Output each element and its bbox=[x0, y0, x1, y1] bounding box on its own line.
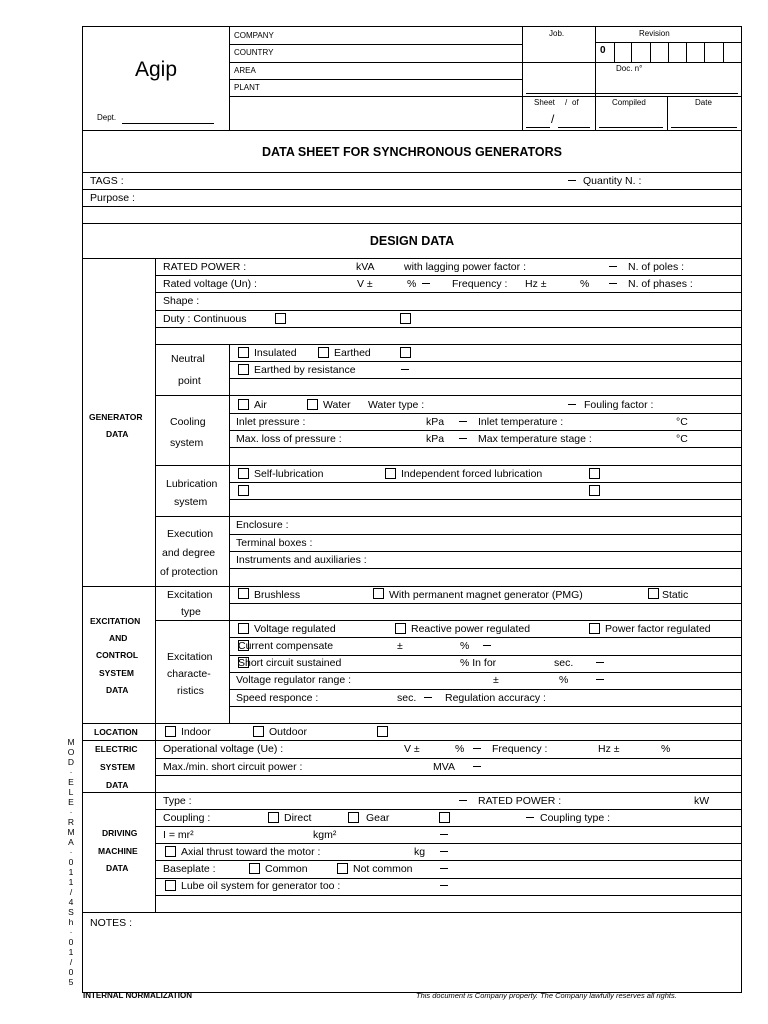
page-title: DATA SHEET FOR SYNCHRONOUS GENERATORS bbox=[261, 145, 563, 159]
generator-section-label-2: DATA bbox=[106, 429, 129, 439]
side-code-char: 1 bbox=[68, 867, 74, 877]
side-code-char: R bbox=[67, 817, 75, 827]
doc-number-label: Doc. n° bbox=[616, 64, 643, 73]
excitation-char-label: Excitation bbox=[167, 651, 213, 663]
frequency-pct: % bbox=[580, 278, 590, 290]
revision-value: 0 bbox=[600, 45, 606, 56]
inlet-pressure-label: Inlet pressure : bbox=[236, 416, 306, 428]
side-document-code bbox=[66, 737, 76, 987]
earthed-resistance-checkbox[interactable] bbox=[238, 364, 249, 375]
voltage-pct: % bbox=[407, 278, 417, 290]
side-code-char: · bbox=[69, 927, 73, 937]
vreg-pct: % bbox=[559, 674, 569, 686]
neutral-point-label-2: point bbox=[178, 375, 201, 387]
side-code-char: M bbox=[67, 827, 75, 837]
side-code-char: 0 bbox=[68, 857, 74, 867]
side-code-char: · bbox=[69, 807, 73, 817]
design-data-title: DESIGN DATA bbox=[369, 234, 455, 248]
tags-label: TAGS : bbox=[90, 175, 124, 187]
area-label: AREA bbox=[234, 66, 256, 75]
short-circuit-pct-in: % In for bbox=[460, 657, 497, 669]
axial-thrust-unit: kg bbox=[414, 846, 426, 858]
electric-frequency-tolerance: Hz ± bbox=[598, 743, 620, 755]
frequency-tolerance: Hz ± bbox=[525, 278, 547, 290]
static-label: Static bbox=[662, 589, 689, 601]
baseplate-label: Baseplate : bbox=[163, 863, 216, 875]
revision-label: Revision bbox=[639, 29, 670, 38]
baseplate-common-label: Common bbox=[265, 863, 308, 875]
voltage-tolerance: V ± bbox=[357, 278, 373, 290]
pmg-checkbox[interactable] bbox=[373, 588, 384, 599]
short-circuit-sec: sec. bbox=[554, 657, 574, 669]
side-code-char: S bbox=[68, 907, 74, 917]
lubrication-label-2: system bbox=[174, 496, 208, 508]
water-label: Water bbox=[323, 399, 351, 411]
baseplate-not-common-checkbox[interactable] bbox=[337, 863, 348, 874]
driving-section-label-3: DATA bbox=[106, 863, 129, 873]
cooling-system-label-2: system bbox=[170, 437, 204, 449]
brushless-checkbox[interactable] bbox=[238, 588, 249, 599]
footer-left-text: INTERNAL NORMALIZATION bbox=[83, 991, 193, 1000]
lube-oil-label: Lube oil system for generator too : bbox=[181, 880, 341, 892]
lagging-pf-label: with lagging power factor : bbox=[404, 261, 526, 273]
footer-right-text: This document is Company property. The Company lawfully reserves all rights. bbox=[416, 991, 677, 1000]
location-other-checkbox[interactable] bbox=[377, 726, 388, 737]
electric-frequency-pct: % bbox=[661, 743, 671, 755]
excitation-section-label: EXCITATION bbox=[90, 616, 141, 626]
direct-coupling-checkbox[interactable] bbox=[268, 812, 279, 823]
side-code-char: 5 bbox=[68, 977, 74, 987]
excitation-char-label-3: ristics bbox=[177, 685, 204, 697]
inlet-temperature-label: Inlet temperature : bbox=[478, 416, 564, 428]
lubrication-extra-checkbox-2[interactable] bbox=[589, 485, 600, 496]
gear-coupling-checkbox[interactable] bbox=[348, 812, 359, 823]
side-code-char: E bbox=[68, 797, 74, 807]
max-loss-unit: kPa bbox=[426, 433, 445, 445]
side-code-char: O bbox=[67, 747, 75, 757]
purpose-label: Purpose : bbox=[90, 192, 135, 204]
inlet-temperature-unit: °C bbox=[676, 416, 688, 428]
indoor-checkbox[interactable] bbox=[165, 726, 176, 737]
enclosure-label: Enclosure : bbox=[236, 519, 289, 531]
insulated-checkbox[interactable] bbox=[238, 347, 249, 358]
company-label: COMPANY bbox=[234, 31, 274, 40]
self-lubrication-checkbox[interactable] bbox=[238, 468, 249, 479]
driving-kw-unit: kW bbox=[694, 795, 710, 807]
inlet-pressure-unit: kPa bbox=[426, 416, 445, 428]
air-label: Air bbox=[254, 399, 267, 411]
earthed-resistance-label: Earthed by resistance bbox=[254, 364, 356, 376]
notes-label: NOTES : bbox=[90, 917, 133, 929]
driving-section-label-2: MACHINE bbox=[98, 846, 138, 856]
excitation-type-label: Excitation bbox=[167, 589, 213, 601]
water-type-label: Water type : bbox=[368, 399, 425, 411]
baseplate-common-checkbox[interactable] bbox=[249, 863, 260, 874]
generator-section-label: GENERATOR bbox=[89, 412, 143, 422]
quantity-label: Quantity N. : bbox=[583, 175, 642, 187]
excitation-char-label-2: characte- bbox=[167, 668, 211, 680]
side-code-char: L bbox=[68, 787, 74, 797]
sc-power-unit: MVA bbox=[433, 761, 455, 773]
reactive-regulated-label: Reactive power regulated bbox=[411, 623, 531, 635]
date-label: Date bbox=[695, 98, 712, 107]
side-code-char: 0 bbox=[68, 937, 74, 947]
outdoor-checkbox[interactable] bbox=[253, 726, 264, 737]
execution-label-2: and degree bbox=[162, 547, 216, 559]
instruments-label: Instruments and auxiliaries : bbox=[236, 554, 367, 566]
op-voltage-pct: % bbox=[455, 743, 465, 755]
electric-section-label-2: SYSTEM bbox=[100, 762, 135, 772]
dept-label: Dept. bbox=[97, 113, 117, 122]
excitation-section-label-2: AND bbox=[109, 633, 128, 643]
current-tolerance: ± bbox=[397, 640, 403, 652]
side-code-char: · bbox=[69, 767, 73, 777]
driving-section-label: DRIVING bbox=[102, 828, 138, 838]
plant-label: PLANT bbox=[234, 83, 260, 92]
forced-lubrication-label: Independent forced lubrication bbox=[401, 468, 543, 480]
cooling-system-label: Cooling bbox=[170, 416, 206, 428]
job-label: Job. bbox=[549, 29, 565, 38]
side-code-char: 0 bbox=[68, 967, 74, 977]
fouling-factor-label: Fouling factor : bbox=[584, 399, 654, 411]
driving-rated-power-label: RATED POWER : bbox=[478, 795, 562, 807]
earthed-checkbox[interactable] bbox=[318, 347, 329, 358]
pf-regulated-label: Power factor regulated bbox=[605, 623, 711, 635]
side-code-char: 1 bbox=[68, 877, 74, 887]
max-temp-unit: °C bbox=[676, 433, 688, 445]
rated-power-label: RATED POWER : bbox=[163, 261, 247, 273]
phases-label: N. of phases : bbox=[628, 278, 693, 290]
lubrication-label: Lubrication bbox=[166, 478, 218, 490]
brushless-label: Brushless bbox=[254, 589, 301, 601]
location-section-label: LOCATION bbox=[94, 727, 138, 737]
electric-section-label-3: DATA bbox=[106, 780, 129, 790]
forced-lubrication-checkbox[interactable] bbox=[385, 468, 396, 479]
side-code-char: A bbox=[68, 837, 74, 847]
side-code-char: D bbox=[67, 757, 75, 767]
gear-coupling-label: Gear bbox=[366, 812, 390, 824]
baseplate-not-common-label: Not common bbox=[353, 863, 413, 875]
duty-continuous-checkbox[interactable] bbox=[275, 313, 286, 324]
sheet-slash: / bbox=[565, 98, 568, 107]
execution-label: Execution bbox=[167, 528, 214, 540]
regulation-accuracy-label: Regulation accuracy : bbox=[445, 692, 546, 704]
shape-label: Shape : bbox=[163, 295, 200, 307]
outdoor-label: Outdoor bbox=[269, 726, 307, 738]
sheet-number-slash: / bbox=[551, 112, 555, 126]
electric-frequency-label: Frequency : bbox=[492, 743, 548, 755]
reactive-regulated-checkbox[interactable] bbox=[395, 623, 406, 634]
current-pct: % bbox=[460, 640, 470, 652]
poles-label: N. of poles : bbox=[628, 261, 685, 273]
of-label: of bbox=[572, 98, 579, 107]
side-code-char: M bbox=[67, 737, 75, 747]
speed-response-label: Speed responce : bbox=[236, 692, 319, 704]
lube-oil-checkbox[interactable] bbox=[165, 880, 176, 891]
max-loss-label: Max. loss of pressure : bbox=[236, 433, 342, 445]
neutral-point-label: Neutral bbox=[171, 353, 205, 365]
execution-label-3: of protection bbox=[160, 566, 218, 578]
static-checkbox[interactable] bbox=[648, 588, 659, 599]
coupling-label: Coupling : bbox=[163, 812, 211, 824]
coupling-other-checkbox[interactable] bbox=[439, 812, 450, 823]
neutral-other-checkbox[interactable] bbox=[400, 347, 411, 358]
side-code-char: / bbox=[69, 957, 73, 967]
inertia-label: I = mr² bbox=[163, 829, 194, 841]
side-code-char: E bbox=[68, 777, 74, 787]
short-circuit-label: Short circuit sustained bbox=[238, 657, 342, 669]
pmg-label: With permanent magnet generator (PMG) bbox=[389, 589, 583, 601]
sc-power-label: Max./min. short circuit power : bbox=[163, 761, 303, 773]
side-code-char: 1 bbox=[68, 947, 74, 957]
kva-unit: kVA bbox=[356, 261, 375, 273]
direct-coupling-label: Direct bbox=[284, 812, 312, 824]
driving-type-label: Type : bbox=[163, 795, 192, 807]
max-temp-label: Max temperature stage : bbox=[478, 433, 592, 445]
electric-section-label: ELECTRIC bbox=[95, 744, 138, 754]
lubrication-other-checkbox[interactable] bbox=[589, 468, 600, 479]
compiled-label: Compiled bbox=[612, 98, 646, 107]
excitation-type-label-2: type bbox=[181, 606, 201, 618]
excitation-section-label-4: SYSTEM bbox=[99, 668, 134, 678]
indoor-label: Indoor bbox=[181, 726, 211, 738]
current-compensate-label: Current compensate bbox=[238, 640, 334, 652]
terminal-boxes-label: Terminal boxes : bbox=[236, 537, 313, 549]
side-code-char: h bbox=[68, 917, 74, 927]
op-voltage-label: Operational voltage (Ue) : bbox=[163, 743, 284, 755]
duty-other-checkbox[interactable] bbox=[400, 313, 411, 324]
air-checkbox[interactable] bbox=[238, 399, 249, 410]
op-voltage-tolerance: V ± bbox=[404, 743, 420, 755]
inertia-unit: kgm² bbox=[313, 829, 337, 841]
earthed-label: Earthed bbox=[334, 347, 371, 359]
speed-response-sec: sec. bbox=[397, 692, 417, 704]
coupling-type-label: Coupling type : bbox=[540, 812, 611, 824]
rated-voltage-label: Rated voltage (Un) : bbox=[163, 278, 257, 290]
pf-regulated-checkbox[interactable] bbox=[589, 623, 600, 634]
vreg-range-label: Voltage regulator range : bbox=[236, 674, 351, 686]
side-code-char: / bbox=[69, 887, 73, 897]
axial-thrust-label: Axial thrust toward the motor : bbox=[181, 846, 321, 858]
self-lubrication-label: Self-lubrication bbox=[254, 468, 324, 480]
voltage-regulated-checkbox[interactable] bbox=[238, 623, 249, 634]
insulated-label: Insulated bbox=[254, 347, 297, 359]
company-logo: Agip bbox=[135, 58, 178, 81]
side-code-char: · bbox=[69, 847, 73, 857]
side-code-char: 4 bbox=[68, 897, 74, 907]
voltage-regulated-label: Voltage regulated bbox=[254, 623, 336, 635]
vreg-tolerance: ± bbox=[493, 674, 499, 686]
excitation-section-label-3: CONTROL bbox=[96, 650, 139, 660]
axial-thrust-checkbox[interactable] bbox=[165, 846, 176, 857]
country-label: COUNTRY bbox=[234, 48, 274, 57]
lubrication-extra-checkbox[interactable] bbox=[238, 485, 249, 496]
frequency-label: Frequency : bbox=[452, 278, 508, 290]
water-checkbox[interactable] bbox=[307, 399, 318, 410]
excitation-section-label-5: DATA bbox=[106, 685, 129, 695]
sheet-label: Sheet bbox=[534, 98, 555, 107]
duty-label: Duty : Continuous bbox=[163, 313, 247, 325]
